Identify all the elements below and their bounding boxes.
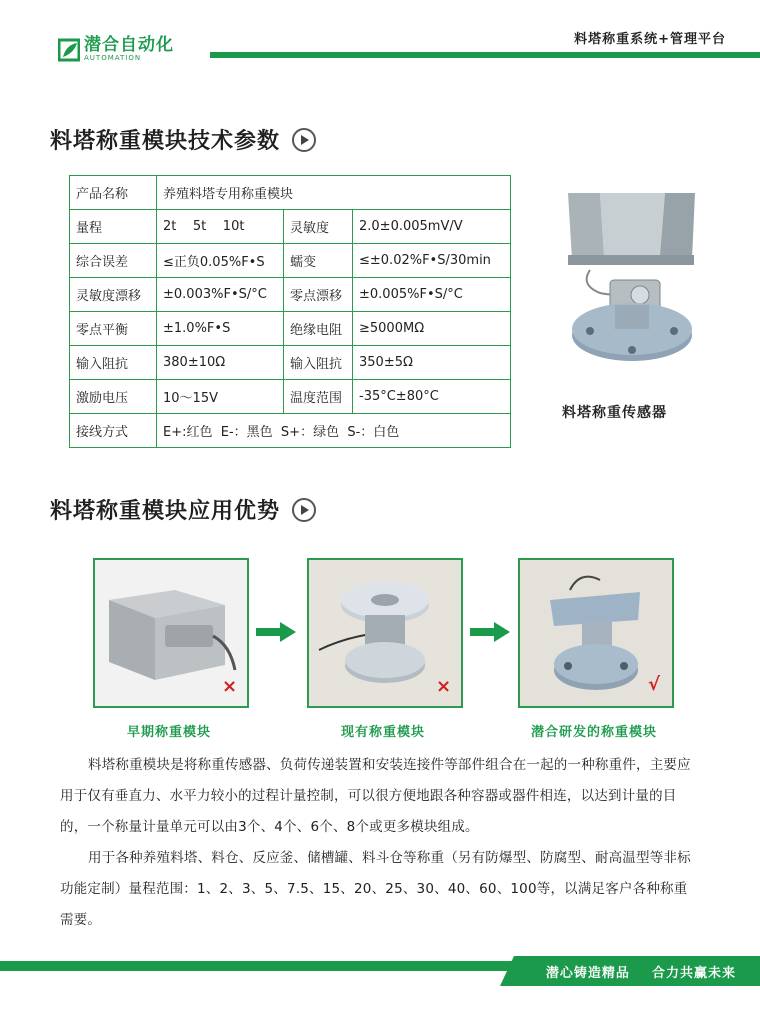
table-cell: ±1.0%F•S <box>157 312 284 346</box>
table-cell: 温度范围 <box>284 380 353 414</box>
sensor-caption: 料塔称重传感器 <box>562 405 667 421</box>
cross-mark-icon: × <box>436 676 452 697</box>
cross-mark-icon: × <box>222 676 238 697</box>
table-row <box>70 414 511 448</box>
table-cell: 灵敏度 <box>284 210 353 244</box>
table-row <box>70 176 511 210</box>
table-cell: 350±5Ω <box>353 346 511 380</box>
table-cell: 蠕变 <box>284 244 353 278</box>
table-cell: 灵敏度漂移 <box>70 278 157 312</box>
logo-icon <box>58 37 80 63</box>
arrow-right-icon <box>470 622 510 642</box>
table-cell: 量程 <box>70 210 157 244</box>
table-cell: 输入阻抗 <box>284 346 353 380</box>
table-cell: 零点平衡 <box>70 312 157 346</box>
table-row <box>70 312 511 346</box>
arrow-right-circle-icon <box>292 498 316 522</box>
table-row <box>70 210 511 244</box>
table-row <box>70 346 511 380</box>
table-cell: E+:红色 E-：黑色 S+：绿色 S-：白色 <box>157 414 511 448</box>
section-title-advantages <box>50 494 316 525</box>
table-row <box>70 380 511 414</box>
arrow-right-icon <box>256 622 296 642</box>
table-cell: ≥5000MΩ <box>353 312 511 346</box>
header-tagline: 料塔称重系统+管理平台 <box>574 32 726 47</box>
table-cell: 零点漂移 <box>284 278 353 312</box>
table-cell: 接线方式 <box>70 414 157 448</box>
table-cell: 产品名称 <box>70 176 157 210</box>
section-title-text: 料塔称重模块应用优势 <box>50 499 281 524</box>
check-mark-icon: √ <box>648 674 661 695</box>
table-cell: 综合误差 <box>70 244 157 278</box>
product-caption-qianhe: 潜合研发的称重模块 <box>530 725 657 740</box>
paragraph-applications: 用于各种养殖料塔、料仓、反应釜、储槽罐、料斗仓等称重（另有防爆型、防腐型、耐高温型等非标功能定制）量程范围：1、2、3、5、7.5、15、20、25、30、40、60、100等，以满足客户各种称重需要。 <box>60 850 691 928</box>
logo-chinese-name: 潜合自动化 <box>84 35 174 55</box>
table-cell: 2t 5t 10t <box>157 210 284 244</box>
table-cell: ±0.003%F•S/°C <box>157 278 284 312</box>
sensor-image <box>560 185 705 385</box>
table-cell: 2.0±0.005mV/V <box>353 210 511 244</box>
table-cell: -35°C±80°C <box>353 380 511 414</box>
brand-logo <box>58 36 174 63</box>
spec-table <box>69 175 511 448</box>
product-caption-current: 现有称重模块 <box>340 725 425 740</box>
table-cell: 输入阻抗 <box>70 346 157 380</box>
table-cell: 养殖料塔专用称重模块 <box>157 176 511 210</box>
arrow-right-circle-icon <box>292 128 316 152</box>
table-cell: ≤正负0.05%F•S <box>157 244 284 278</box>
table-cell: 380±10Ω <box>157 346 284 380</box>
paragraph-description: 料塔称重模块是将称重传感器、负荷传递装置和安装连接件等部件组合在一起的一种称重件，主要应用于仅有垂直力、水平力较小的过程计量控制，可以很方便地跟各种容器或器件相连，以达到计量的目的，一个称量计量单元可以由3个、4个、6个、8个或更多模块组成。 <box>60 757 691 835</box>
table-row <box>70 244 511 278</box>
footer-slogan: 潜心铸造精品 合力共赢未来 <box>545 966 736 981</box>
table-cell: ±0.005%F•S/°C <box>353 278 511 312</box>
product-caption-early: 早期称重模块 <box>126 725 211 740</box>
table-cell: 激励电压 <box>70 380 157 414</box>
table-cell: ≤±0.02%F•S/30min <box>353 244 511 278</box>
table-row <box>70 278 511 312</box>
table-cell: 10～15V <box>157 380 284 414</box>
section-title-specs <box>50 124 316 155</box>
table-cell: 绝缘电阻 <box>284 312 353 346</box>
section-title-text: 料塔称重模块技术参数 <box>50 129 281 154</box>
logo-english-name: AUTOMATION <box>84 54 142 62</box>
